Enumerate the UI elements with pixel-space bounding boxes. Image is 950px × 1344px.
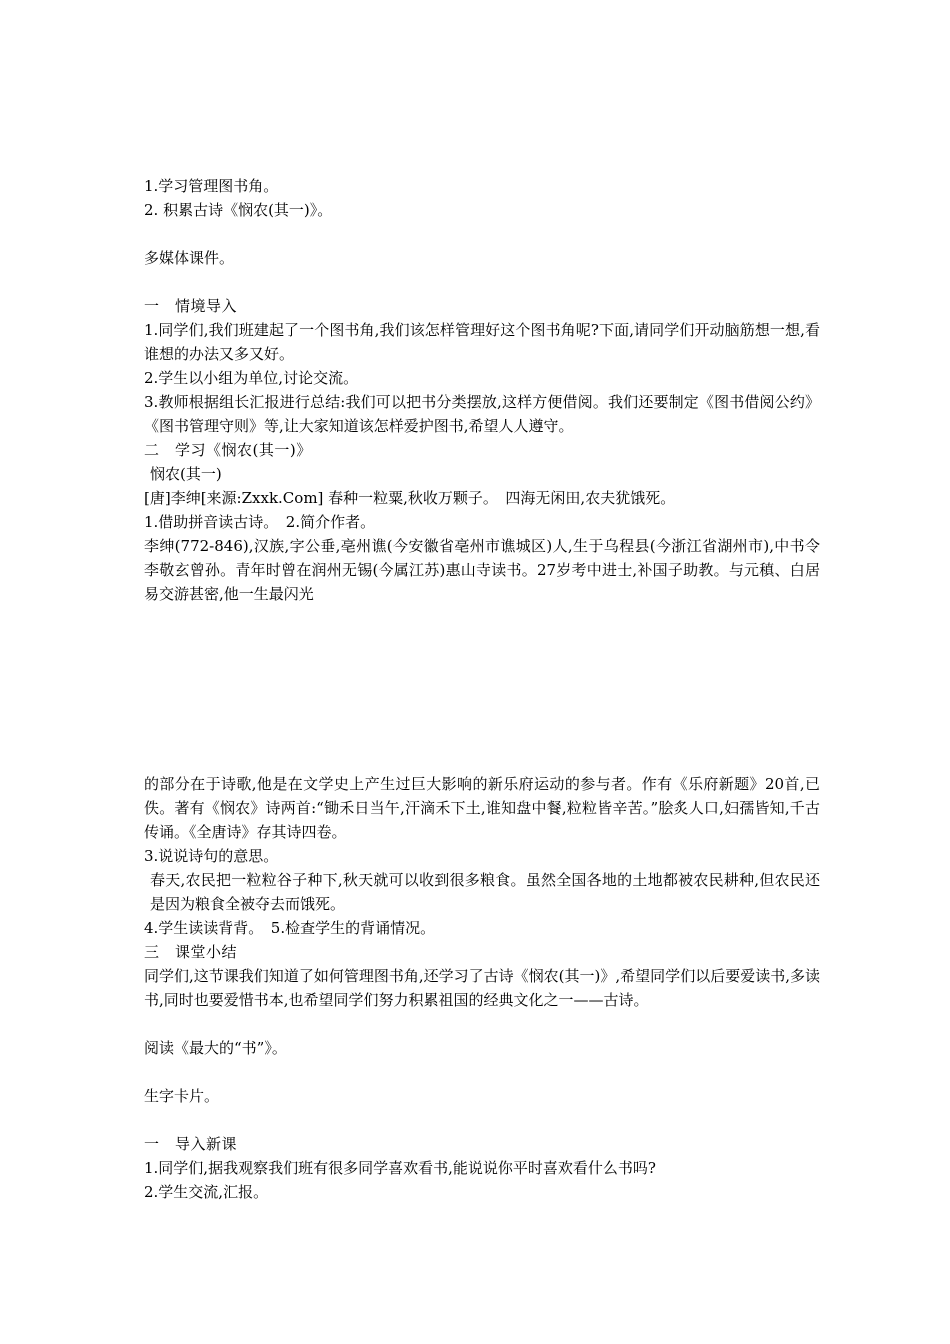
materials-text: 多媒体课件。 bbox=[144, 249, 235, 267]
section-heading-intro: 一 情境导入 bbox=[144, 297, 238, 315]
objective-2: 2. 积累古诗《悯农(其一)》。 bbox=[144, 201, 333, 219]
poem-title: 悯农(其一) bbox=[150, 465, 222, 483]
materials-cards: 生字卡片。 bbox=[144, 1087, 220, 1105]
summary-paragraph: 同学们,这节课我们知道了如何管理图书角,还学习了古诗《悯农(其一)》,希望同学们以后要爱读书,多读书,同时也要爱惜书本,也希望同学们努力积累祖国的经典文化之一——古诗。 bbox=[144, 967, 820, 1009]
section-heading-poem: 二 学习《悯农(其一)》 bbox=[144, 441, 312, 459]
new-lesson-paragraph-2: 2.学生交流,汇报。 bbox=[144, 1183, 269, 1201]
poem-text: [唐]李绅[来源:Zxxk.Com] 春种一粒粟,秋收万颗子。 四海无闲田,农夫犹饿死。 bbox=[144, 489, 676, 507]
poem-meaning: 春天,农民把一粒粒谷子种下,秋天就可以收到很多粮食。虽然全国各地的土地都被农民耕种,但农民还是因为粮食全被夺去而饿死。 bbox=[150, 871, 820, 913]
objective-1: 1.学习管理图书角。 bbox=[144, 177, 279, 195]
poem-step-3: 3.说说诗句的意思。 bbox=[144, 847, 279, 865]
author-bio-part-1: 李绅(772-846),汉族,字公垂,亳州谯(今安徽省亳州市谯城区)人,生于乌程县(今浙江省湖州市),中书令李敬玄曾孙。青年时曾在润州无锡(今属江苏)惠山寺读书。27岁考中进士,补国子助教。与元稹、白居易交游甚密,他一生最闪光 bbox=[144, 537, 820, 603]
intro-paragraph-3: 3.教师根据组长汇报进行总结:我们可以把书分类摆放,这样方便借阅。我们还要制定《图书借阅公约》《图书管理守则》等,让大家知道该怎样爱护图书,希望人人遵守。 bbox=[144, 393, 820, 435]
reading-title: 阅读《最大的“书”》。 bbox=[144, 1039, 287, 1057]
section-heading-summary: 三 课堂小结 bbox=[144, 943, 238, 961]
section-heading-new-lesson: 一 导入新课 bbox=[144, 1135, 238, 1153]
lesson-section-bottom bbox=[144, 772, 820, 1204]
poem-steps-4-5: 4.学生读读背背。 5.检查学生的背诵情况。 bbox=[144, 919, 436, 937]
poem-steps-1-2: 1.借助拼音读古诗。 2.简介作者。 bbox=[144, 513, 376, 531]
author-bio-part-2: 的部分在于诗歌,他是在文学史上产生过巨大影响的新乐府运动的参与者。作有《乐府新题》20首,已佚。著有《悯农》诗两首:“锄禾日当午,汗滴禾下土,谁知盘中餐,粒粒皆辛苦。”脍炙人口,妇孺皆知,千古传诵。《全唐诗》存其诗四卷。 bbox=[144, 775, 820, 841]
intro-paragraph-1: 1.同学们,我们班建起了一个图书角,我们该怎样管理好这个图书角呢?下面,请同学们开动脑筋想一想,看谁想的办法又多又好。 bbox=[144, 321, 820, 363]
lesson-section-top bbox=[144, 174, 820, 606]
intro-paragraph-2: 2.学生以小组为单位,讨论交流。 bbox=[144, 369, 359, 387]
new-lesson-paragraph-1: 1.同学们,据我观察我们班有很多同学喜欢看书,能说说你平时喜欢看什么书吗? bbox=[144, 1159, 656, 1177]
